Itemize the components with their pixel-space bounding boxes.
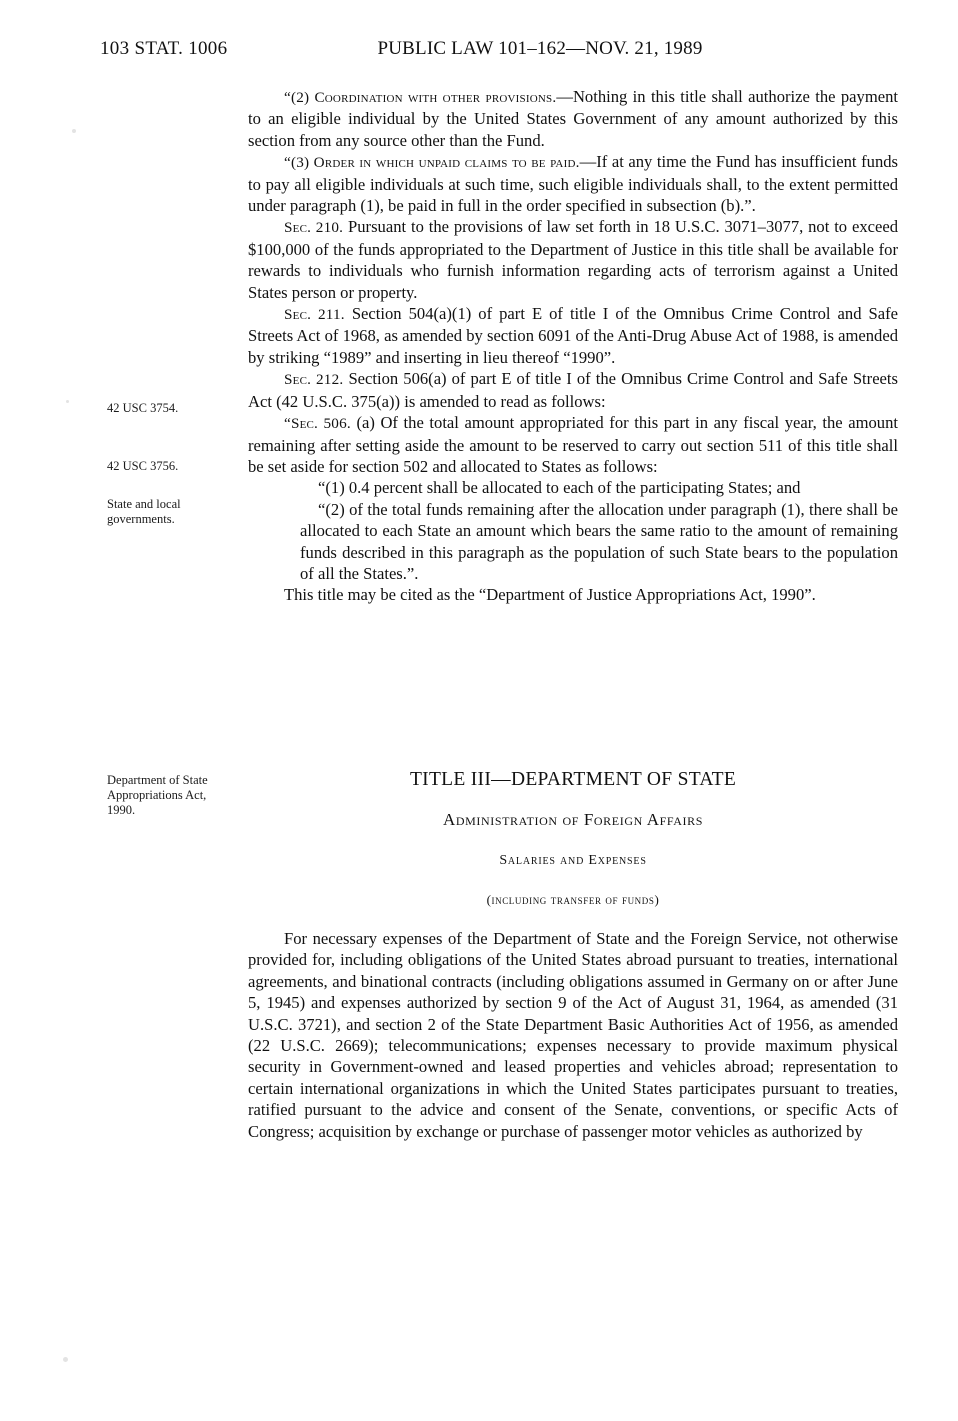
- main-text-column: [248, 86, 898, 606]
- paragraph-allocation-1: “(1) 0.4 percent shall be allocated to each of the participating States; and: [318, 478, 801, 498]
- sec-210-label: Sec. 210.: [284, 219, 344, 237]
- paragraph-sec-211: [248, 303, 898, 368]
- sec-211-text: Section 504(a)(1) of part E of title I of the Omnibus Crime Control and Safe Streets Act of 1968, as amended by section 6091 of the Anti-Drug Abuse Act of 1988, is amended by striking “1989” and inserting in lieu thereof “1990”.: [248, 304, 898, 367]
- scan-speck: [72, 129, 76, 133]
- paragraph-sec-210: [248, 216, 898, 303]
- margin-note-usc-3756: 42 USC 3756.: [107, 459, 179, 473]
- margin-note-state-and-local: State and local governments.: [107, 497, 181, 526]
- sec-212-text: Section 506(a) of part E of title I of the Omnibus Crime Control and Safe Streets Act (42 U.S.C. 375(a)) is amended to read as follows:: [248, 369, 898, 411]
- salaries-and-expenses-heading: Salaries and Expenses: [499, 853, 647, 868]
- paragraph-necessary-expenses: For necessary expenses of the Department of State and the Foreign Service, not otherwise provided for, including obligations of the United States abroad pursuant to treaties, international agreements, and binational contracts (including obligations assumed in Germany on or after June 5, 1945) and expenses authorized by section 9 of the Act of August 31, 1964, as amended (31 U.S.C. 3721), and section 2 of the State Department Basic Authorities Act of 1956, as amended (22 U.S.C. 2669); telecommunications; expenses necessary to provide maximum physical security in Government-owned and leased properties and vehicles abroad; representation to certain international organizations in which the United States participates pursuant to treaties, ratified pursuant to the advice and consent of the Senate, conventions, or specific Acts of Congress; acquisition by exchange or purchase of passenger motor vehicles as authorized by: [248, 929, 898, 1141]
- quoted-sec-506-text: (a) Of the total amount appropriated for this part in any fiscal year, the amount remaining after setting aside the amount to be reserved to carry out section 511 of this title shall be set aside for section 502 and allocated to States as follows:: [248, 413, 898, 476]
- public-law-heading: PUBLIC LAW 101–162—NOV. 21, 1989: [377, 38, 703, 59]
- statute-page-reference: 103 STAT. 1006: [100, 38, 228, 59]
- margin-note-usc-3754: 42 USC 3754.: [107, 401, 179, 415]
- sec-210-text: Pursuant to the provisions of law set forth in 18 U.S.C. 3071–3077, not to exceed $100,000 of the funds appropriated to the Department of Justice in this title shall be available for rewards to individuals who furnish information regarding acts of terrorism against a United States person or property.: [248, 217, 899, 302]
- paragraph-coordination-label: “(2) Coordination with other provisions.: [284, 89, 557, 106]
- paragraph-short-title: This title may be cited as the “Department of Justice Appropriations Act, 1990”.: [284, 585, 816, 605]
- page-header: [0, 38, 958, 66]
- administration-foreign-affairs-heading: Administration of Foreign Affairs: [442, 810, 704, 829]
- paragraph-quoted-sec-506: [248, 412, 898, 477]
- paragraph-order-unpaid-claims-label: “(3) Order in which unpaid claims to be paid.: [284, 154, 580, 172]
- paragraph-order-unpaid-claims-text: —If at any time the Fund has insufficient funds to pay all eligible individuals at such time, such eligible individuals shall, to the extent permitted under paragraph (1), be paid in full in the order specified in subsection (b).”.: [248, 152, 899, 216]
- appropriations-text-column: [248, 928, 898, 1142]
- paragraph-coordination: [248, 86, 898, 151]
- scan-speck: [66, 400, 69, 403]
- margin-note-state-appropriations: Department of State Appropriations Act, 1990.: [107, 773, 208, 817]
- quoted-sec-506-label: “Sec. 506.: [284, 415, 351, 433]
- sec-211-label: Sec. 211.: [284, 306, 345, 324]
- title-iii-heading: TITLE III—DEPARTMENT OF STATE: [409, 769, 737, 790]
- paragraph-coordination-text: —Nothing in this title shall authorize the payment to an eligible individual by the United States Government of any amount authorized by this section from any source other than the Fund.: [248, 87, 899, 150]
- paragraph-order-unpaid-claims: [248, 151, 898, 216]
- scan-speck: [63, 1357, 68, 1362]
- sec-212-label: Sec. 212.: [284, 371, 344, 389]
- including-transfer-of-funds-heading: (including transfer of funds): [486, 892, 660, 907]
- paragraph-allocation-2: “(2) of the total funds remaining after the allocation under paragraph (1), there shall be allocated to each State an amount which bears the same ratio to the amount of remaining funds described in this paragraph as the population of such State bears to the population of all the States.”.: [300, 499, 898, 583]
- paragraph-sec-212: [248, 368, 898, 412]
